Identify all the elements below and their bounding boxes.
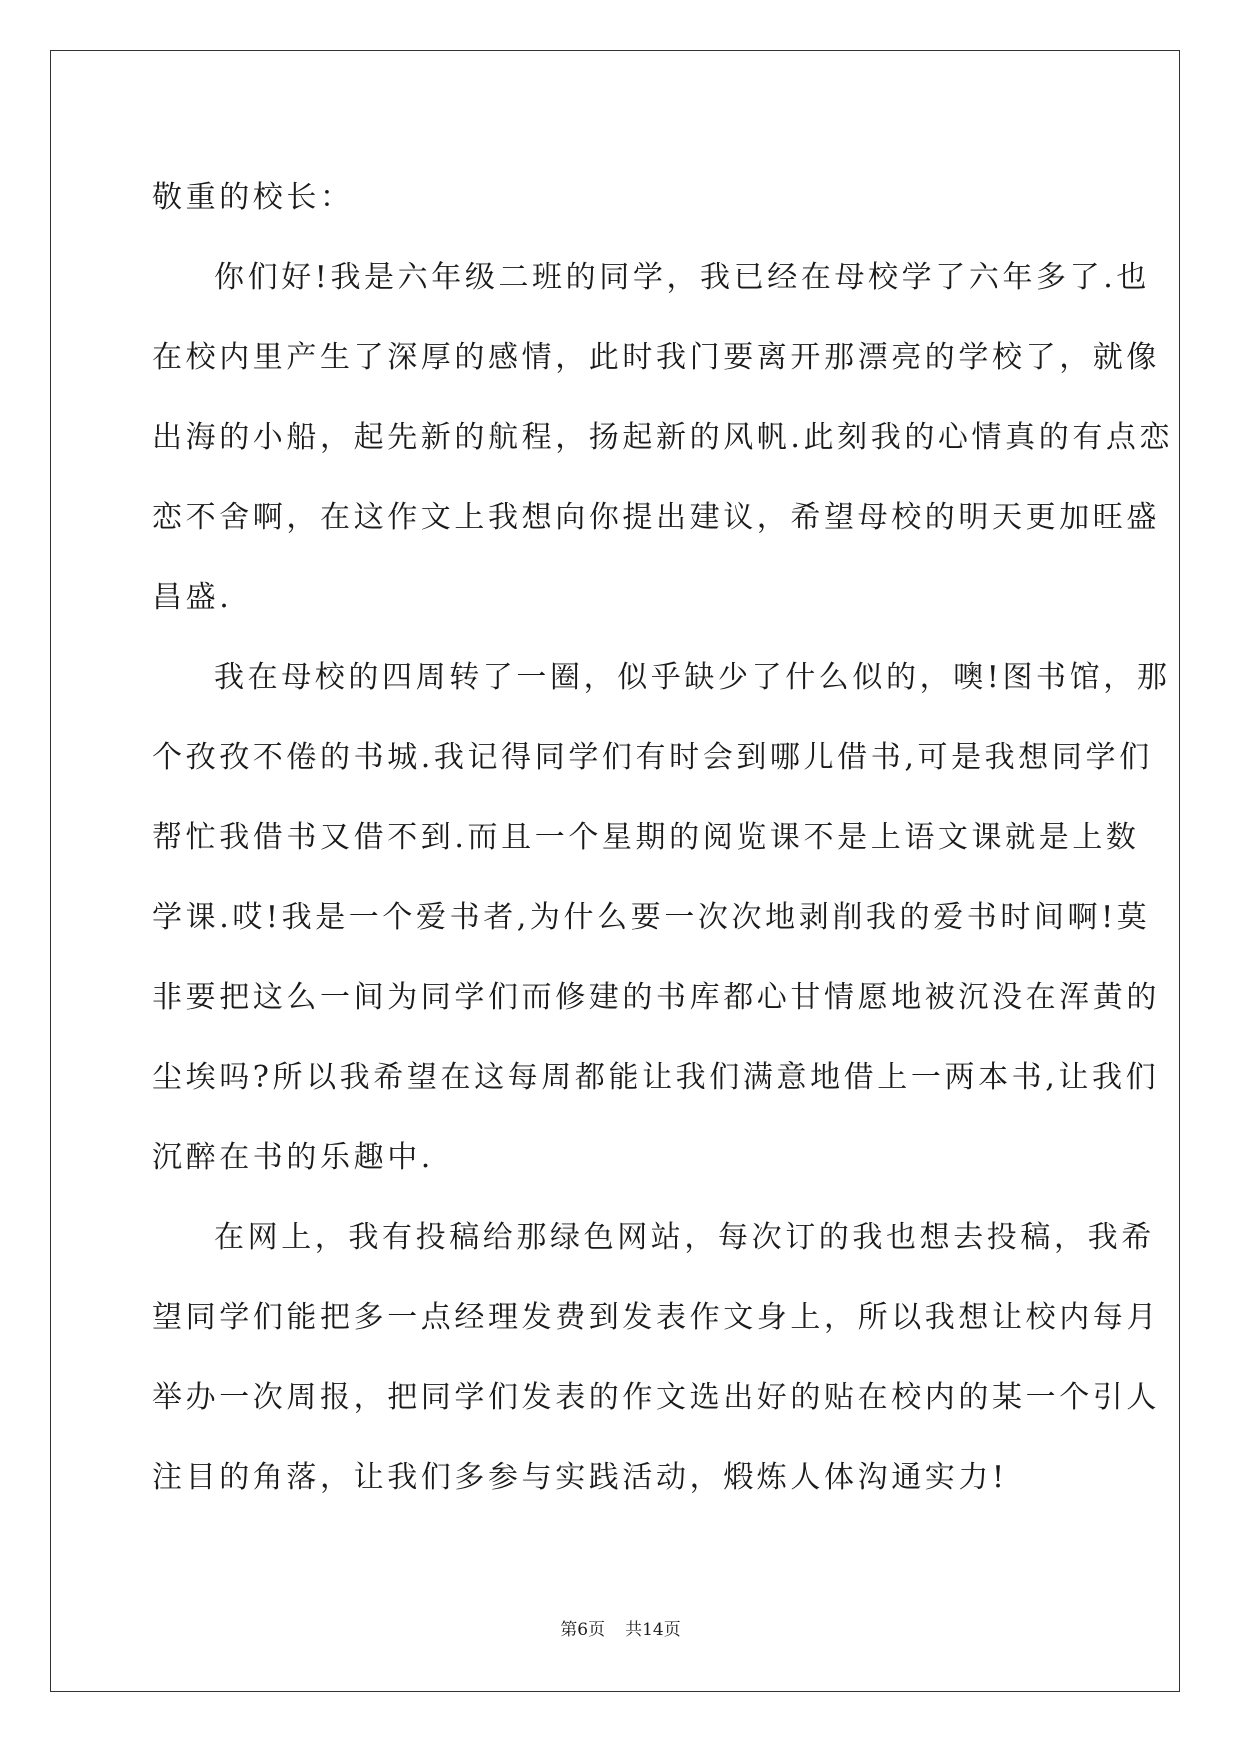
page-number: 第6页 (560, 1620, 606, 1640)
paragraph-line: 个孜孜不倦的书城.我记得同学们有时会到哪儿借书,可是我想同学们 (152, 740, 1153, 775)
paragraph-line: 望同学们能把多一点经理发费到发表作文身上，所以我想让校内每月 (152, 1300, 1160, 1335)
paragraph-3 (152, 1198, 1160, 1518)
document-body (152, 158, 1174, 1518)
paragraph-line: 沉醉在书的乐趣中. (152, 1140, 434, 1175)
paragraph-line: 在网上，我有投稿给那绿色网站，每次订的我也想去投稿，我希 (214, 1220, 1155, 1255)
paragraph-line: 出海的小船，起先新的航程，扬起新的风帆.此刻我的心情真的有点恋 (152, 420, 1174, 455)
page-footer (0, 1615, 1241, 1640)
paragraph-line: 昌盛. (152, 580, 233, 615)
paragraph-line: 你们好!我是六年级二班的同学，我已经在母校学了六年多了.也 (214, 260, 1150, 295)
paragraph-line: 举办一次周报，把同学们发表的作文选出好的贴在校内的某一个引人 (152, 1380, 1160, 1415)
paragraph-line: 非要把这么一间为同学们而修建的书库都心甘情愿地被沉没在浑黄的 (152, 980, 1160, 1015)
paragraph-2 (152, 638, 1171, 1198)
paragraph-line: 在校内里产生了深厚的感情，此时我门要离开那漂亮的学校了，就像 (152, 340, 1160, 375)
paragraph-1 (152, 238, 1174, 638)
paragraph-line: 我在母校的四周转了一圈，似乎缺少了什么似的，噢!图书馆，那 (214, 660, 1171, 695)
paragraph-line: 学课.哎!我是一个爱书者,为什么要一次次地剥削我的爱书时间啊!莫 (152, 900, 1151, 935)
paragraph-line: 注目的角落，让我们多参与实践活动，煅炼人体沟通实力! (152, 1460, 1008, 1495)
paragraph-line: 恋不舍啊，在这作文上我想向你提出建议，希望母校的明天更加旺盛 (152, 500, 1160, 535)
page-total: 共14页 (625, 1620, 681, 1640)
paragraph-line: 尘埃吗?所以我希望在这每周都能让我们满意地借上一两本书,让我们 (152, 1060, 1160, 1095)
paragraph-line: 帮忙我借书又借不到.而且一个星期的阅览课不是上语文课就是上数 (152, 820, 1140, 855)
salutation: 敬重的校长： (152, 180, 354, 215)
